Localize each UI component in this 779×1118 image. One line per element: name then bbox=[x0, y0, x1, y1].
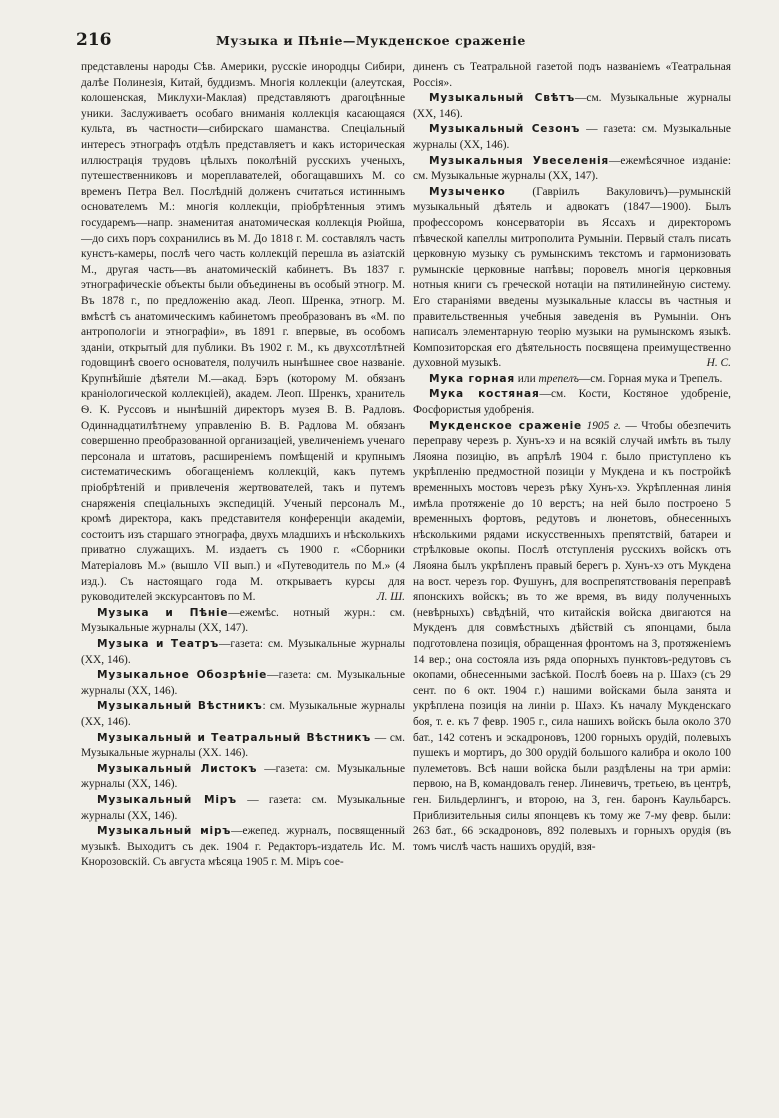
entry-headword: Музыкальный Міръ bbox=[97, 793, 237, 806]
entry-headword: Музыкальный Вѣстникъ bbox=[97, 700, 263, 713]
entry-text: —ежемѣс. нотный журн.: см. Музыкальные журналы (XX, 147). bbox=[81, 606, 405, 635]
entry-text: —газета: см. Музыкальные журналы (XX, 146). bbox=[81, 637, 405, 666]
entry bbox=[81, 731, 405, 762]
entry-headword: Музыкальный Листокъ bbox=[97, 762, 258, 775]
entry bbox=[413, 154, 731, 185]
entry-text: —ежемѣсячное изданіе: см. Музыкальные журналы (XX, 147). bbox=[413, 154, 731, 183]
article-continuation bbox=[81, 60, 405, 606]
entry-continuation bbox=[413, 60, 731, 91]
entry bbox=[413, 122, 731, 153]
right-column bbox=[413, 60, 731, 1110]
entry bbox=[413, 419, 731, 856]
entry bbox=[81, 762, 405, 793]
entry-headword: Музыкальный Свѣтъ bbox=[429, 92, 575, 105]
entry bbox=[413, 387, 731, 418]
entry bbox=[81, 699, 405, 730]
entry-headword: Музыкальный и Театральный Вѣстникъ bbox=[97, 731, 372, 744]
entry-text: — см. Музыкальные журналы (XX. 146). bbox=[81, 731, 405, 760]
entry-text: —см. Музыкальные журналы (XX, 146). bbox=[413, 92, 731, 120]
entry-text: — газета: см. Музыкальные журналы (XX, 146). bbox=[81, 793, 405, 822]
entry-text: —ежепед. журналъ, посвященный музыкѣ. Выходитъ съ дек. 1904 г. Редакторъ-издатель Ис. М. Кнорозовскій. Съ августа мѣсяца 1905 г. М. Міръ сое- bbox=[81, 825, 405, 869]
page-number: 216 bbox=[76, 30, 112, 50]
author-signature: Н. С. bbox=[706, 357, 731, 370]
entry-text: — газета: см. Музыкальные журналы (XX, 146). bbox=[413, 123, 731, 151]
entry-headword: Музыкальный Сезонъ bbox=[429, 123, 581, 136]
entry bbox=[81, 637, 405, 668]
entry bbox=[413, 372, 731, 388]
entry-headword: Музыкальное Обозрѣніе bbox=[97, 669, 268, 682]
entry-date: 1905 г. bbox=[582, 419, 621, 432]
entry-headword: Мукденское сраженіе bbox=[429, 419, 583, 432]
entry bbox=[81, 606, 405, 637]
entry-text: —газета: см. Музыкальные журналы (XX, 146). bbox=[81, 762, 405, 791]
entry-headword: Мука костяная bbox=[429, 388, 540, 401]
entry-text: —см. Горная мука и Трепелъ. bbox=[578, 372, 723, 385]
entry-headword: Музыкальный міръ bbox=[97, 825, 232, 838]
entry-headword: Музыченко bbox=[429, 185, 506, 198]
entry-text: (Гавріилъ Вакуловичъ)—румынскій музыкальный дѣятель и адвокатъ (1847—1900). Былъ профессоромъ консерваторіи въ Яссахъ и директоромъ пѣвческой капеллы митрополита Румыніи. Первый сталъ писать церковную музыку съ румынскимъ текстомъ и гармонизовать румынскіе церковные напѣвы; поровелъ многія церковныя нотныя книги съ греческой нотаціи на пятилинейную систему. Его стараніями введены музыкальные классы въ частныя и правительственныя учебныя заведенія въ Румыніи. Онъ написалъ элементарную теорію музыки на румынскомъ языкѣ. Композиторская его дѣятельность посвящена преимущественно духовной музыкѣ. bbox=[413, 185, 731, 370]
page-header bbox=[76, 30, 719, 52]
entry-text: —см. Кости, Костяное удобреніе, Фосфористыя удобренія. bbox=[413, 388, 731, 417]
entry bbox=[413, 91, 731, 122]
running-title: Музыка и Пѣніе—Мукденское сраженіе bbox=[216, 33, 526, 48]
entry-headword: Музыкальныя Увеселенія bbox=[429, 154, 609, 167]
entry-text: : см. Музыкальные журналы (XX, 146). bbox=[81, 700, 405, 728]
entry-italic-term: трепелъ bbox=[538, 372, 579, 385]
article-text: представлены народы Сѣв. Америки, русскіе инородцы Сибири, далѣе Полинезія, Китай, буддизмъ. Многія коллекціи (алеутская, колошенская, Миклухи-Маклая) представляютъ драгоцѣнные уники. Заслуживаетъ особаго вниманія коллекція касающаяся культа, въ частности—сибирскаго шаманства. Спеціальный интересъ этнографъ отдѣлъ представляетъ и какъ историческая иллюстрація трудовъ цѣлыхъ поколѣній русскихъ ученыхъ, путешественниковъ и мореплавателей, обогащавшихъ М. со временъ Петра Вел. Послѣдній долженъ считаться истиннымъ основателемъ М.: многія коллекціи, пріобрѣтенныя этимъ государемъ—напр. знаменитая анатомическая коллекція Рюйша,—до сихъ поръ сохранились въ М. До 1818 г. М. составлялъ часть кунстъ-камеры, послѣ чего часть коллекцій перешла въ азіатскій М., другая часть—въ анатомическій кабинетъ. Въ 1837 г. этнографическіе объекты были объединены въ особый этногр. М. Въ 1878 г., по предложенію акад. Леоп. Шренка, этногр. М. вмѣстѣ съ анатомическимъ кабинетомъ преобразованъ въ «М. по антропологіи и этнографіи», въ 1891 г. впервые, въ особомъ зданіи, открытый для публики. Въ 1902 г. М., къ двухсотлѣтней годовщинѣ своего основателя, получилъ нынѣшнее свое названіе. Крупнѣйшіе дѣятели М.—акад. Бэръ (которому М. обязанъ краніологической коллекціей), академ. Леоп. Шренкъ, хранитель Ѳ. К. Руссовъ и нынѣшній директоръ музея В. В. Радловъ. Одиннадцатилѣтнему управленію В. В. Радлова М. обязанъ совершенно преобразованной организаціей, увеличеніемъ ученаго персонала и штатовъ, расширеніемъ помѣщеній и крупнымъ систематическимъ обогащеніемъ коллекцій, какъ путемъ пріобрѣтеній и привлеченія жертвователей, такъ и путемъ снаряженія спеціальныхъ экспедицій. Ученый персоналъ М., кромѣ директора, какъ представителя конференціи академіи, состоитъ изъ старшаго этнографа, двухъ младшихъ и нѣсколькихъ приватно служащихъ. М. издаетъ съ 1900 г. «Сборники Матеріаловъ М.» (вышло VII вып.) и «Путеводитель по М.» (4 изд.). Съ настоящаго года М. открываетъ курсы для руководителей экскурсантовъ по М. bbox=[81, 61, 405, 604]
author-signature: Л. Ш. bbox=[376, 591, 405, 604]
entry bbox=[81, 793, 405, 824]
entry-text: — Чтобы обезпечить переправу черезъ р. Хунъ-хэ и на всякій случай имѣть въ тылу Ляояна позицію, въ апрѣлѣ 1904 г. было приступлено къ укрѣпленію предмостной позиціи у Мукдена и къ постройкѣ временныхъ мостовъ черезъ рѣку Хунъ-хэ. Укрѣпленная линія имѣла протяженіе до 10 верстъ; на ней было построено 5 временныхъ фортовъ, редутовъ и люнетовъ, обнесенныхъ нѣсколькими рядами искусственныхъ препятствій, батареи и стрѣлковые окопы. Послѣ отступленія русскихъ войскъ отъ Ляояна былъ укрѣпленъ правый берегъ р. Хунъ-хэ отъ Мукдена на вост. черезъ гор. Фушунъ, для воспрепятствованія переправѣ японскихъ войскъ; въ то же время, въ виду полученныхъ (невѣрныхъ) свѣдѣній, что китайскія войска двигаются на Мукденъ для совмѣстныхъ дѣйствій съ японцами, была подготовлена позиція, обращенная фронтомъ на З, протяженіемъ 14 вер.; она состояла изъ ряда опорныхъ пунктовъ-редутовъ съ окопами, обнесенными засѣкой. Послѣ боевъ на р. Шахэ (съ 29 сент. по 6 окт. 1904 г.) нашими войсками была занята и укрѣплена позиція на линіи р. Шахэ. Къ началу Мукденскаго боя, т. е. къ 7 февр. 1905 г., сила нашихъ войскъ была около 370 бат., 142 сотенъ и эскадроновъ, 1200 горныхъ орудій, полевыхъ пушекъ и мортиръ, до 300 орудій большого калибра и около 100 пулеметовъ. Всѣ наши войска были раздѣлены на три арміи: первою, на В, командовалъ генер. Линевичъ, третьею, въ центрѣ, ген. Бильдерлингъ, и второю, на З, ген. баронъ Каульбарсъ. Приблизительныя силы японцевъ къ тому же 7-му февр. были: 263 бат., 66 эскадроновъ, 892 полевыхъ и горныхъ орудія (въ томъ числѣ часть нашихъ орудій, взя- bbox=[413, 419, 731, 853]
entry-headword: Мука горная bbox=[429, 372, 515, 385]
entry bbox=[81, 668, 405, 699]
entry-text: диненъ съ Театральной газетой подъ названіемъ «Театральная Россія». bbox=[413, 61, 731, 89]
entry-text: —газета: см. Музыкальные журналы (XX, 146). bbox=[81, 669, 405, 697]
entry-headword: Музыка и Пѣніе bbox=[97, 606, 229, 619]
entry-headword: Музыка и Театръ bbox=[97, 637, 219, 650]
left-column bbox=[81, 60, 405, 1110]
entry bbox=[413, 185, 731, 372]
entry bbox=[81, 824, 405, 871]
entry-text: или bbox=[514, 372, 539, 385]
